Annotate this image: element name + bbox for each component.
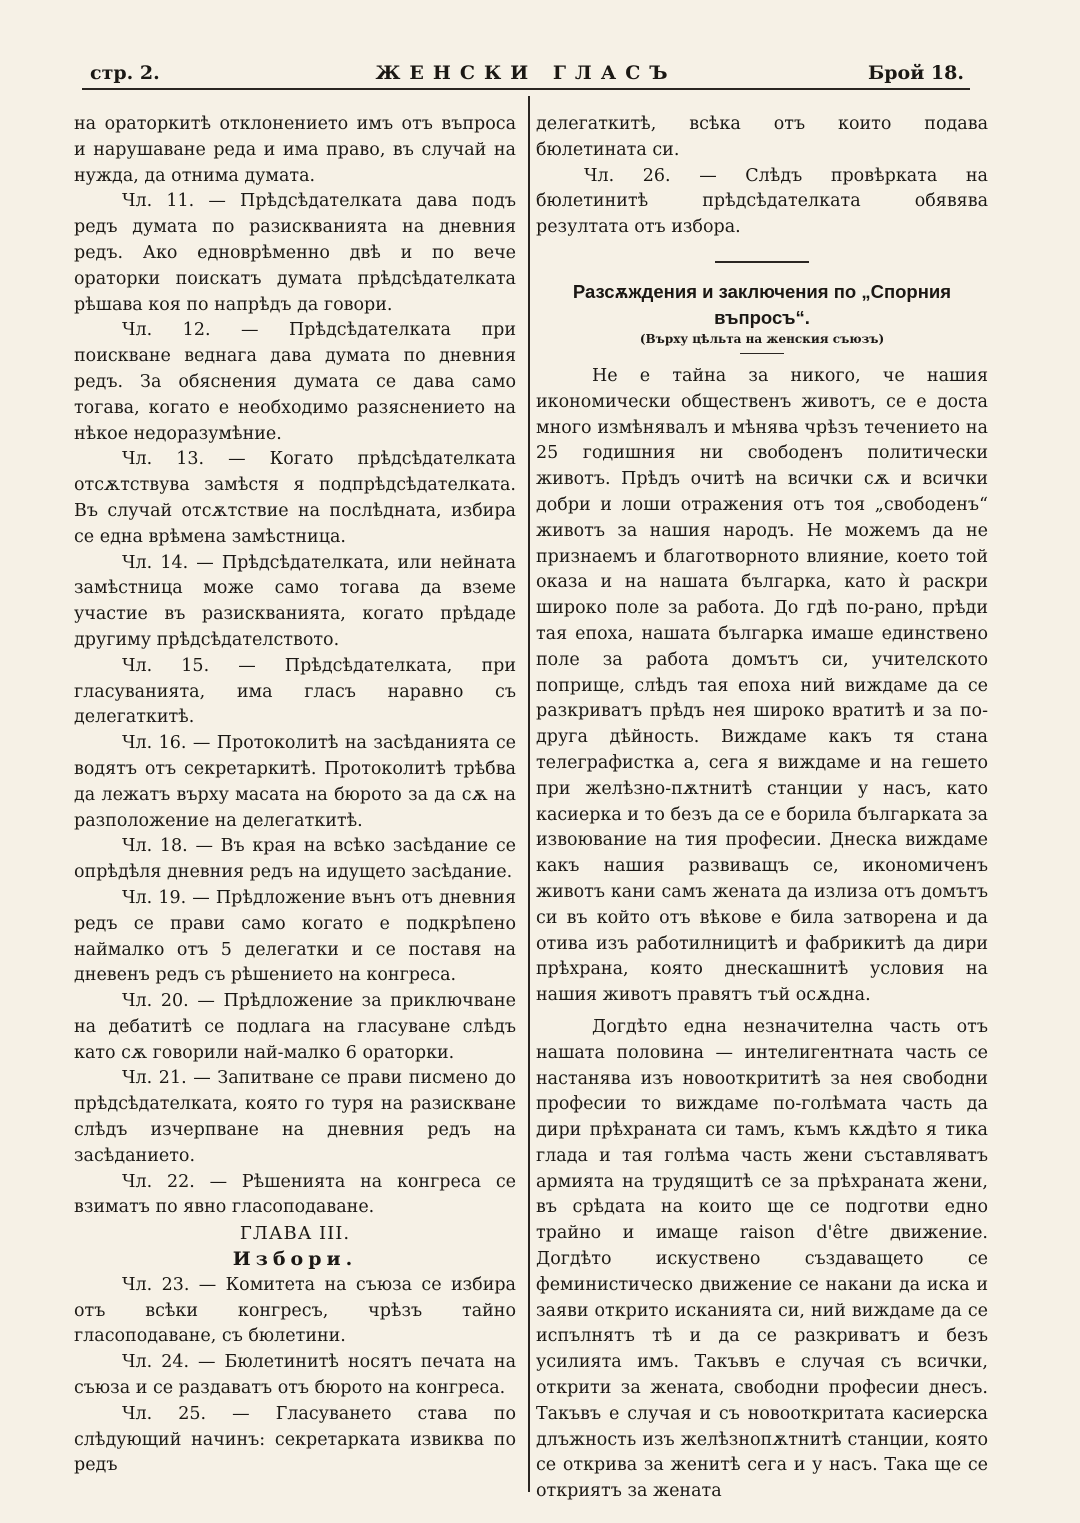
section-divider [715, 261, 809, 263]
left-column [74, 112, 516, 1479]
article-23: Чл. 23. — Комитета на съюза се избира отъ всѣки конгресъ, чрѣзъ тайно гласоподаване, съ бюлетини. [74, 1274, 516, 1347]
article-paragraph: Догдѣто една незначителна часть отъ нашата половина — интелигентната часть се настанява изъ новооткрититѣ за нея свободни професии то виждаме по-голѣмата часть да дири прѣхраната си тамъ, къмъ кѫдѣто я тика глада и тая голѣма часть жени съставляватъ армията на трудящитѣ се за прѣхраната жени, въ срѣдата на които ще се подготви едно трайно и имащe raison d'être движение. Догдѣто искуствено създаващето се феминистическо движение се накани да иска и заяви открито исканията си, ний виждаме да се испълнятъ тѣ и да се разкриватъ и безъ усилията имъ. Такъвъ е случая съ всички, открити за жената, свободни професии днесъ. Такъвъ е случая и съ новооткритата касиерска длъжность изъ желѣзнопѫтнитѣ станции, която се открива за женитѣ сега и у насъ. Така ще се откриятъ за жената [536, 1016, 988, 1502]
article-19: Чл. 19. — Прѣдложение вънъ отъ дневния редъ се прави само когато е подкрѣпено наймалко отъ 5 делегатки и се поставя на дневенъ редъ съ рѣшението на конгреса. [74, 887, 516, 986]
article-21: Чл. 21. — Запитване се прави писмено до прѣдсѣдателката, която го туря на разискване слѣдъ изчерпване на дневния редъ на засѣданието. [74, 1068, 516, 1166]
article-14: Чл. 14. — Прѣдсѣдателката, или нейната замѣстница може само тогава да вземе участие въ разискванията, когато прѣдаде другиму прѣдсѣдателството. [74, 552, 516, 650]
article-12: Чл. 12. — Прѣдсѣдателката при поискване веднага дава думата по дневния редъ. За обяснения думата се дава само тогава, когато е необходимо разяснението на нѣкое недоразумѣние. [74, 320, 516, 444]
article-22: Чл. 22. — Рѣшенията на конгреса се взиматъ по явно гласоподаване. [74, 1171, 516, 1218]
article-11: Чл. 11. — Прѣдсѣдателката дава подъ редъ думата по разискванията на дневния редъ. Ако едноврѣменно двѣ и по вече ораторки поискатъ думата прѣдсѣдателката рѣшава коя по напрѣдъ да говори. [74, 191, 516, 315]
chapter-number: ГЛАВА III. [239, 1223, 351, 1245]
headline-rule [740, 353, 784, 354]
page-header [82, 60, 970, 90]
article-26: Чл. 26. — Слѣдъ провѣрката на бюлетинитѣ прѣдсѣдателката обявява резултата отъ избора. [536, 165, 988, 238]
article-paragraph: Не е тайна за никого, че нашия икономически общественъ животъ, се е доста много измѣнявалъ и мѣнява чрѣзъ течението на 25 годишния ни свободенъ политически животъ. Прѣдъ очитѣ на всички сѫ и всички добри и лоши отражения отъ тоя „свободенъ“ животъ за нашия народъ. Не можемъ да не признаемъ и благотворното влияние, което той оказа и на нашата българка, като ѝ раскри широко поле за работа. До гдѣ по-рано, прѣди тая епоха, нашата българка имаше единствено поле за работа домътъ си, учителското поприще, слѣдъ тая епоха ний виждаме да се разкриватъ прѣдъ нея широко вратитѣ и за по-друга дѣйность. Виждаме какъ тя стана телеграфистка а, сега я виждаме и на гешето при желѣзно-пѫтнитѣ станции у насъ, като касиерка и то безъ да се е борила българката за извоювание на тия професии. Днеска виждаме какъ нашия развиващъ се, икономиченъ животъ кани самъ жената да излиза отъ домътъ си въ който отъ вѣкове е била затворена и да отива изъ работилницитѣ и фабрикитѣ да дири прѣхрана, която днескашнитѣ условия на нашия животъ правятъ тъй осѫдна. [536, 365, 988, 1006]
article-24: Чл. 24. — Бюлетинитѣ носятъ печата на съюза и се раздаватъ отъ бюрото на конгреса. [74, 1352, 516, 1399]
article-25: Чл. 25. — Гласуването става по слѣдующий начинъ: секретарката извиква по редъ [74, 1403, 516, 1476]
article-subheadline: (Върху цѣльта на женския съюзъ) [639, 331, 885, 346]
article-18: Чл. 18. — Въ края на всѣко засѣдание се опрѣдѣля дневния редъ на идущето засѣдание. [74, 836, 516, 883]
article-headline: Разсѫждения и заключения по „Спорния въпросъ“. [572, 280, 952, 328]
article-25-continuation: делегаткитѣ, всѣка отъ които подава бюлетината си. [536, 114, 988, 160]
column-divider [528, 96, 530, 1492]
right-column [536, 112, 988, 1505]
page-number: стр. 2. [90, 62, 160, 84]
article-20: Чл. 20. — Прѣдложение за приключване на дебатитѣ се подлага на гласуване слѣдъ като сѫ говорили най-малко 6 ораторки. [74, 991, 516, 1063]
article-13: Чл. 13. — Когато прѣдсѣдателката отсѫтствува замѣстя я подпрѣдсѣдателката. Въ случай отсѫтствие на послѣдната, избира се една врѣмена замѣстница. [74, 449, 516, 547]
issue-number: Брой 18. [868, 62, 964, 84]
article-15: Чл. 15. — Прѣдсѣдателката, при гласуванията, има гласъ наравно съ делегаткитѣ. [74, 655, 516, 728]
paragraph-continuation: на ораторкитѣ отклонението имъ отъ въпроса и нарушаване реда и има право, въ случай на нужда, да отнима думата. [74, 114, 516, 186]
chapter-title: Избори. [232, 1248, 358, 1271]
newspaper-title: ЖЕНСКИ ГЛАСЪ [375, 62, 677, 84]
article-16: Чл. 16. — Протоколитѣ на засѣданията се водятъ отъ секретаркитѣ. Протоколитѣ трѣбва да лежатъ върху масата на бюрото за да сѫ на разположение на делегаткитѣ. [74, 733, 516, 831]
